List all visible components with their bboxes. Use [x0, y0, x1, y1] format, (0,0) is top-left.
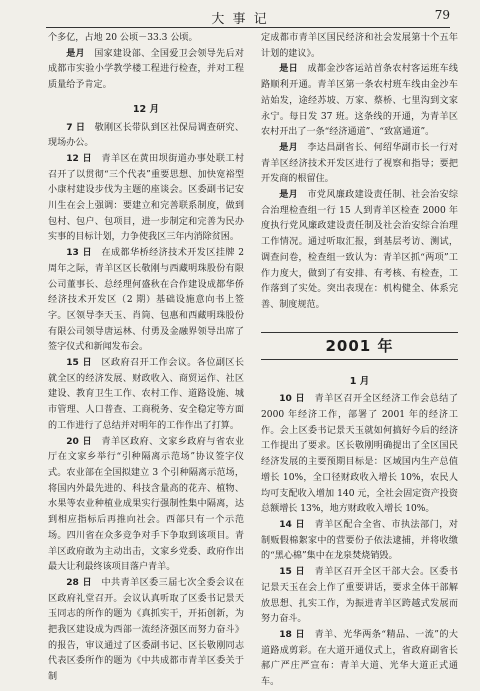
event-date: 15 日	[66, 358, 92, 369]
event-entry	[48, 121, 244, 152]
event-entry	[261, 565, 458, 628]
event-date: 28 日	[66, 577, 92, 588]
month-heading: 1 月	[349, 375, 370, 387]
event-date: 是月	[279, 142, 299, 153]
event-date: 12 日	[66, 153, 92, 164]
event-entry	[48, 356, 244, 435]
event-text: 李达昌副省长、何绍华副市长一行对青羊区经济技术开发区进行了视察和指导；要把开发商的根留住。	[261, 142, 458, 185]
event-entry	[261, 392, 458, 518]
event-date: 是月	[66, 48, 85, 59]
event-text: 区政府召开工作会议。各位副区长就全区的经济发展、财政收入、商贸运作、社区建设、教育卫生工作、农村工作、道路设施、城市管理、人口普查、工商税务、安全稳定等方面的工作进行了总结并对明年的工作作出了打算。	[48, 358, 244, 431]
event-entry	[261, 62, 458, 141]
event-date: 20 日	[66, 436, 92, 447]
event-entry	[48, 31, 244, 47]
event-text: 个多亿，占地 20 公顷－33.3 公顷。	[48, 33, 198, 43]
event-date: 13 日	[66, 248, 92, 259]
event-text: 青羊区召开全区经济工作会总结了 2000 年经济工作，部署了 2001 年的经济工作。会上区委书记景天玉就如何搞好今后的经济工作提出了要求。区长敬刚明确提出了全区国民经济发展的主要预期目标是：区域国内生产总值增长 10%，全口径财政收入增长 10%，农民人均可支配收入增加 140 元，全社会固定资产投资总额增长 13%，地方财政收入增长 10%。	[261, 394, 458, 515]
event-date: 是日	[279, 64, 299, 75]
event-entry	[48, 47, 244, 94]
event-entry	[48, 435, 244, 576]
right-column	[261, 31, 458, 691]
event-text: 国家建设部、全国爱卫会领导先后对成都市实验小学教学楼工程进行检查，并对工程质量给予肯定。	[48, 48, 244, 91]
event-date: 18 日	[279, 629, 306, 640]
event-entry	[48, 246, 244, 356]
event-text: 成都金沙客运站首条农村客运班车线路顺利开通。青羊区第一条农村班车线由金沙车站始发，途经苏坡、万家、蔡桥、七里沟到文家永宁。每日发 37 班。这条线的开通，为青羊区农村开出了一条“经济通道”、“致富通道”。	[261, 64, 458, 138]
event-entry	[261, 628, 458, 691]
event-text: 青羊、光华两条“精品、一流”的大道路成剪彩。在大道开通仪式上，省政府副省长郝广严庄严宣布：青羊大道、光华大道正式通车。	[261, 629, 458, 688]
event-entry	[261, 188, 458, 314]
header-rule	[46, 27, 450, 28]
event-entry	[48, 576, 244, 686]
event-text: 青羊区配合全省、市执法部门，对制贩假棉絮家中的营要份子依法逮捕，并将收缴的“黑心棉”集中在龙泉焚烧销毁。	[261, 519, 458, 562]
event-date: 7 日	[66, 122, 86, 133]
event-entry	[261, 31, 458, 62]
year-heading	[261, 332, 458, 360]
event-date: 15 日	[279, 567, 306, 578]
event-text: 青羊区政府、文家乡政府与省农业厅在文家乡举行“引种隔离示范场”协议签字仪式。农业部在全国拟建立 3 个引种隔离示范场，将国内外最先进的、科技含量高的花卉、植物、水果等农业种植业成果实行强制性集中隔离，达到相应指标后再推向社会。西部只有一个示范场。四川省在众多竞争对手下争取到该项目。青羊区政府敢为主动出击，文家乡党委、政府作出最大让利最终该项目落户青羊。	[48, 436, 244, 573]
event-text: 敬刚区长带队到区社保局调查研究、现场办公。	[48, 122, 244, 149]
event-text: 中共青羊区委三届七次全委会议在区政府礼堂召开。会议认真听取了区委书记景天玉同志的所作的题为《真抓实干，开拓创新，为把我区建设成为西部一流经济强区而努力奋斗》的报告，审议通过了区委副书记、区长敬刚同志代表区委所作的题为《中共成都市青羊区委关于制	[48, 577, 244, 683]
running-title: 大 事 记	[211, 12, 269, 27]
event-text: 在成都华桥经济技术开发区挂牌 2 周年之际，青羊区区长敬刚与西藏明珠股份有限公司董事长、总经理何盛秋在合作建设成都华侨经济技术开发区（2 期）基础设施意向书上签字。区领导李天玉、肖筒、包惠和西藏明珠股份有限公司领导唐运林、付勇及金融界领导出席了签字仪式和新闻发布会。	[48, 248, 244, 353]
event-text: 市党风廉政建设责任制、社会治安综合治理检查组一行 15 人到青羊区检查 2000 年度执行党风廉政建设责任制及社会治安综合治理工作情况。通过听取汇报，到基层考访、测试，调查问卷，检查组一致认为：青羊区抓“两项”工作力度大，做到了有安排、有考核、有检查，工作落到了实处。突出表现在：机构健全、体系完善、制度规范。	[261, 190, 458, 310]
page-number: 79	[434, 8, 450, 22]
event-text: 青羊区召开全区干部大会。区委书记景天玉在会上作了重要讲话，要求全体干部解放思想、扎实工作，为振进青羊区跨越式发展而努力奋斗。	[261, 567, 458, 625]
event-entry	[261, 141, 458, 188]
event-text: 青羊区在黄田坝街道办事处联工村召开了以贯彻“三个代表”重要思想、加快宽裕型小康村建设步伐为主题的座谈会。区委副书记安川生在会上强调：要建立和完善联系制度，做到包村、包户、包项目，进一步制定和完善为民办实事的目标计划，力争使我区三年内消除贫困。	[48, 153, 244, 243]
event-entry	[261, 518, 458, 565]
event-date: 10 日	[279, 394, 306, 405]
left-column	[48, 31, 244, 686]
event-date: 14 日	[279, 519, 306, 530]
event-date: 是月	[279, 190, 299, 201]
month-heading: 12 月	[132, 103, 160, 115]
event-entry	[48, 152, 244, 246]
year-label: 2001 年	[325, 336, 394, 355]
event-text: 定成都市青羊区国民经济和社会发展第十个五年计划的建议》。	[261, 33, 458, 59]
